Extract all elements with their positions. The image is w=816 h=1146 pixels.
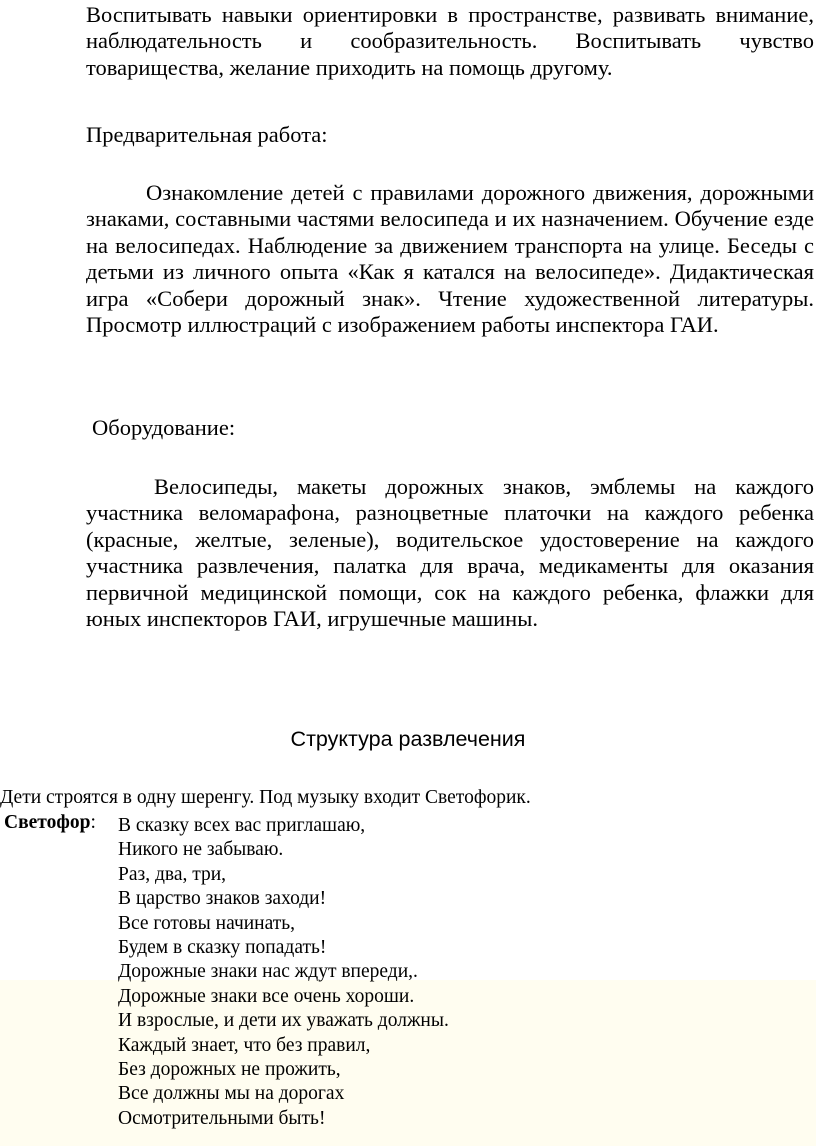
poem-line: Никого не забываю.	[118, 839, 284, 861]
poem-line: Все должны мы на дорогах	[118, 1083, 345, 1105]
speaker-label	[4, 810, 96, 836]
poem-line: В царство знаков заходи!	[118, 888, 327, 910]
poem-line: Все готовы начинать,	[118, 912, 296, 934]
poem-line: Дорожные знаки нас ждут впереди,.	[118, 961, 418, 983]
equipment-paragraph: Велосипеды, макеты дорожных знаков, эмблемы на каждого участника веломарафона, разноцветные платочки на каждого ребенка (красные, желтые, зеленые), водительское удостоверение на каждого участника развлечения, палатка для врача, медикаменты для оказания первичной медицинской помощи, сок на каждого ребенка, флажки для юных инспекторов ГАИ, игрушечные машины.	[86, 474, 814, 632]
poem-line: Будем в сказку попадать!	[118, 937, 327, 959]
poem-lines	[118, 814, 449, 1131]
preliminary-heading: Предварительная работа:	[86, 122, 328, 147]
speaker-name: Светофор	[4, 812, 91, 833]
speaker-colon: :	[90, 812, 96, 833]
poem-line: В сказку всех вас приглашаю,	[118, 815, 366, 836]
poem-line: Дорожные знаки все очень хороши.	[118, 985, 415, 1007]
goals-paragraph: Воспитывать навыки ориентировки в пространстве, развивать внимание, наблюдательность и сообразительность. Воспитывать чувство товарищества, желание приходить на помощь другому.	[86, 2, 814, 80]
stage-direction: Дети строятся в одну шеренгу. Под музыку входит Светофорик.	[0, 787, 531, 808]
preliminary-paragraph: Ознакомление детей с правилами дорожного движения, дорожными знаками, составными частями велосипеда и их назначением. Обучение езде на велосипедах. Наблюдение за движением транспорта на улице. Беседы с детьми из личного опыта «Как я катался на велосипеде». Дидактическая игра «Собери дорожный знак». Чтение художественной литературы. Просмотр иллюстраций с изображением работы инспектора ГАИ.	[86, 180, 814, 338]
poem-line: И взрослые, и дети их уважать должны.	[118, 1010, 449, 1032]
equipment-heading: Оборудование:	[92, 415, 236, 440]
poem-line: Раз, два, три,	[118, 863, 227, 885]
structure-heading: Структура развлечения	[290, 727, 526, 751]
poem-line: Каждый знает, что без правил,	[118, 1034, 371, 1056]
poem-line: Осмотрительными быть!	[118, 1107, 326, 1129]
poem-line: Без дорожных не прожить,	[118, 1059, 341, 1081]
